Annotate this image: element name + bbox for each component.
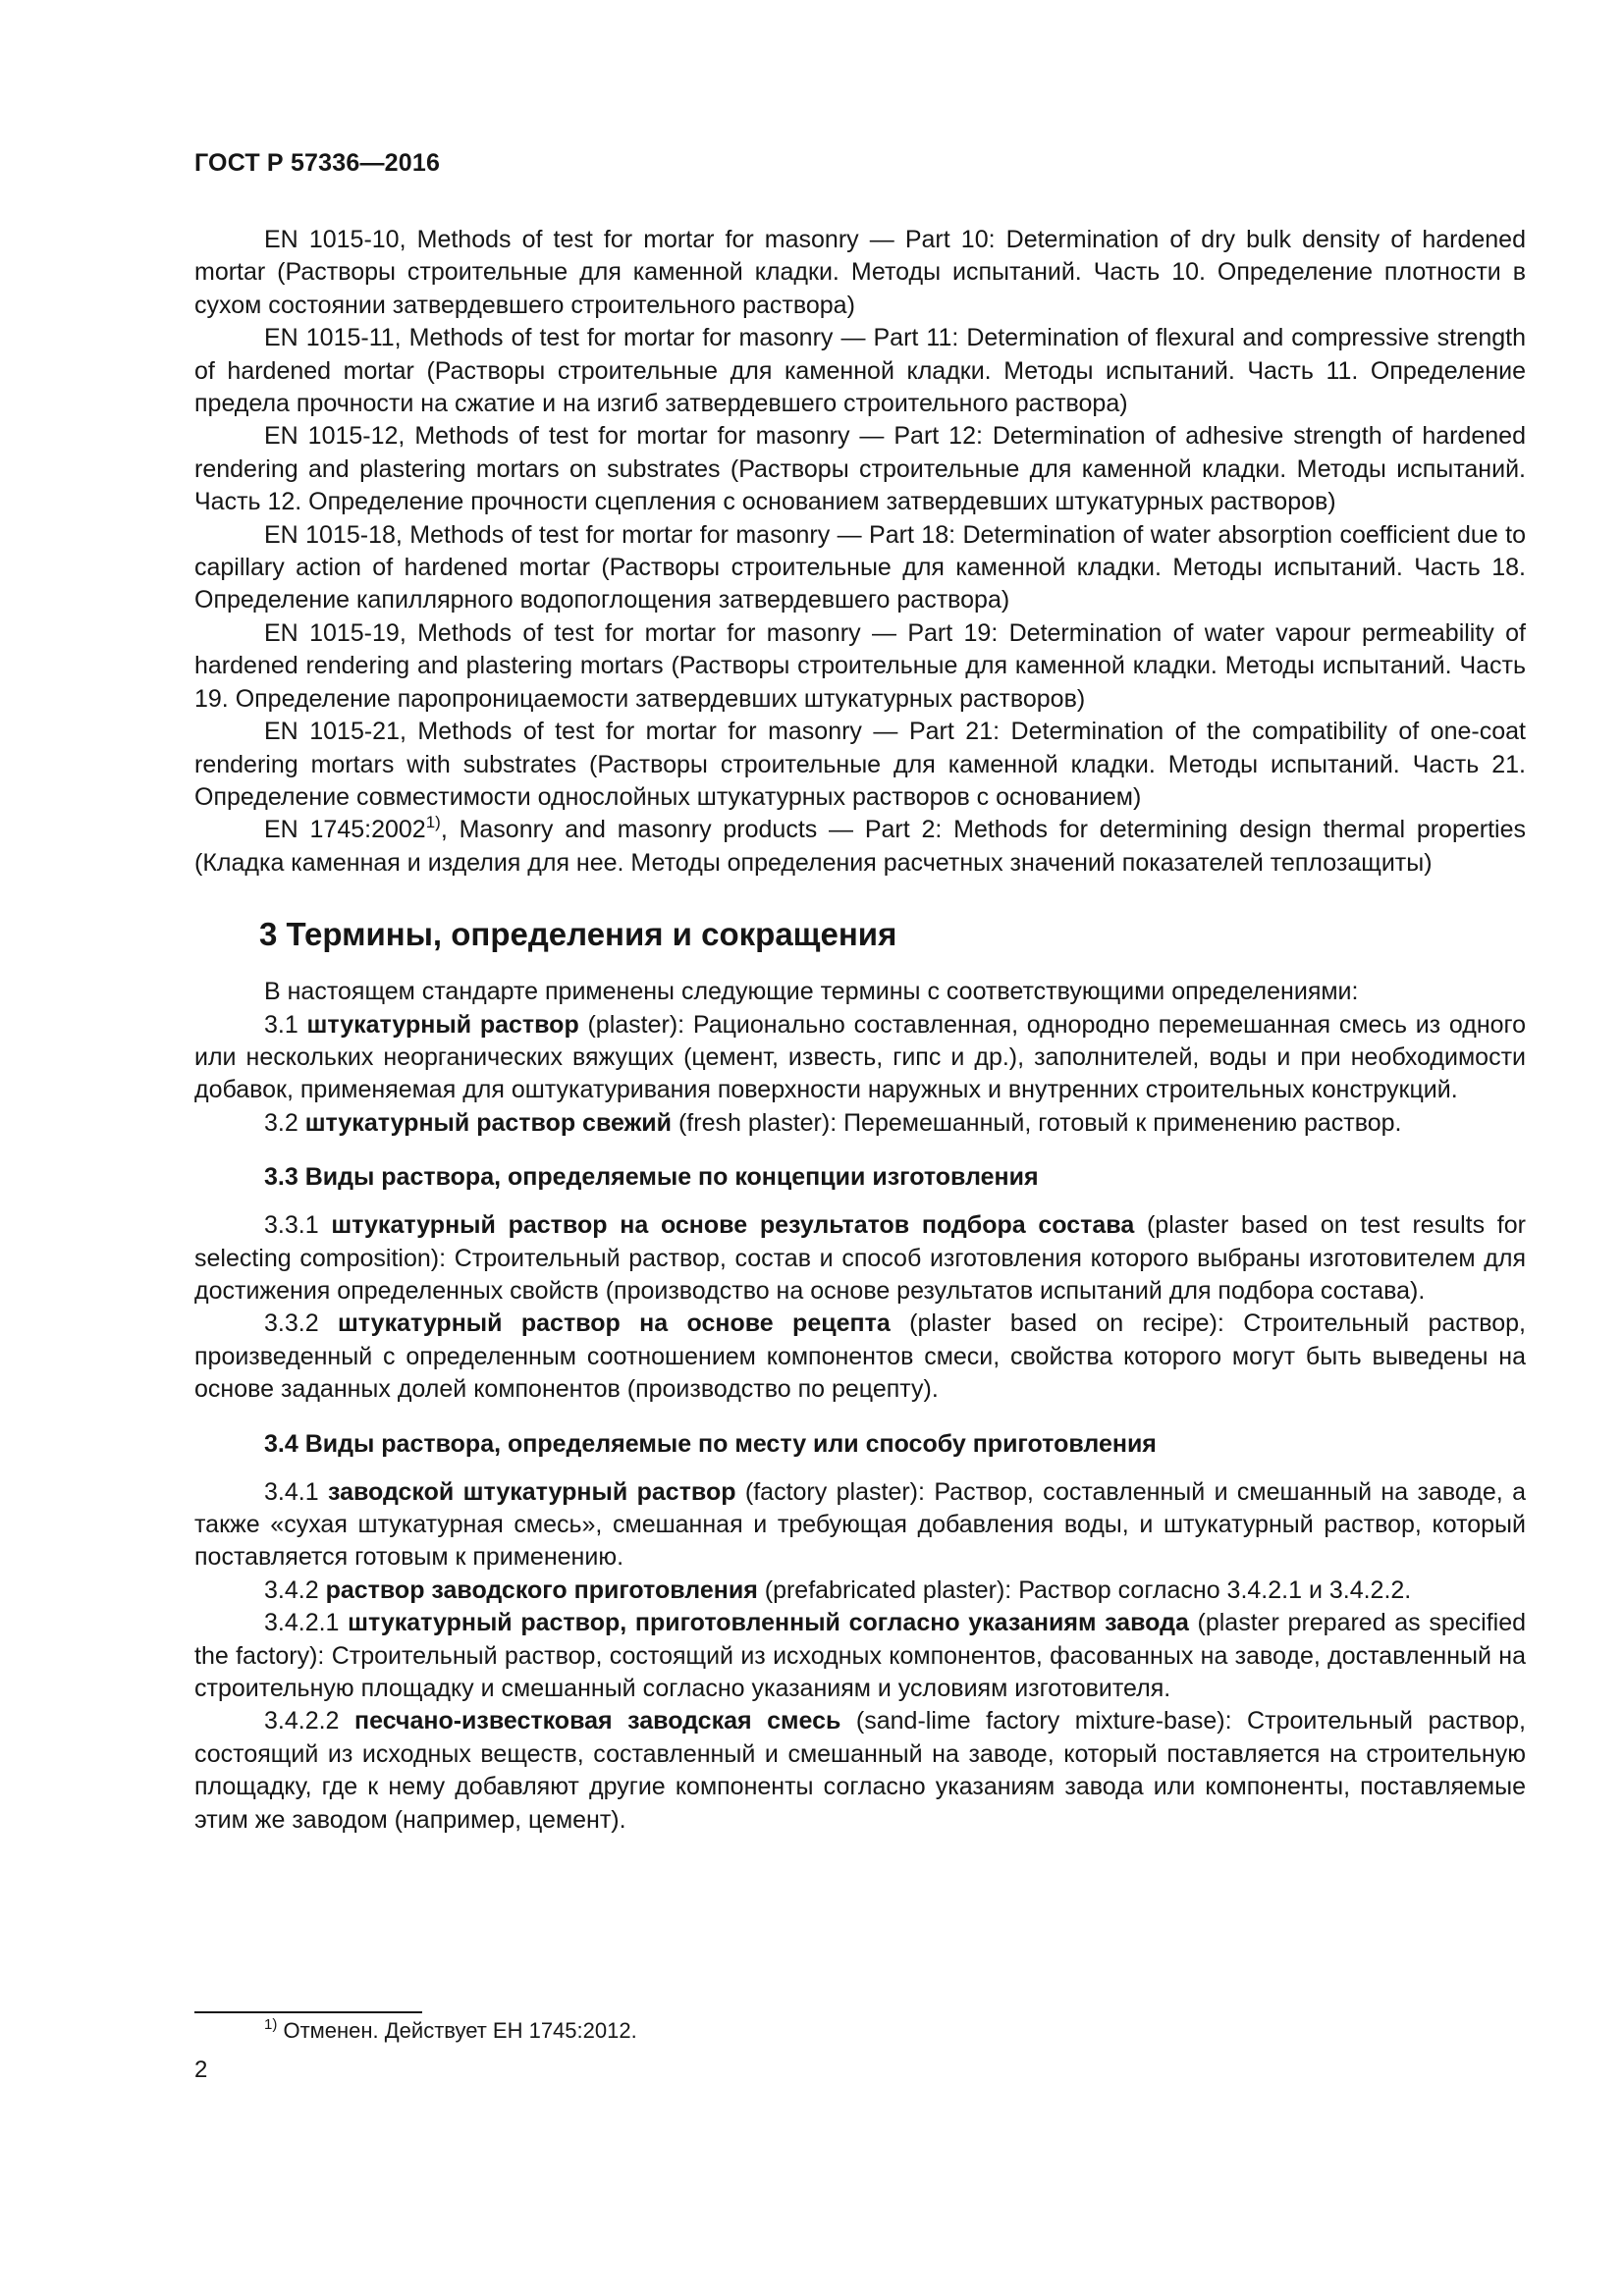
term-definition: (plaster prepared as specified the factory): Строительный раствор, состоящий из исходных компонентов, фасованных на заводе, доставленный на строительную площадку и смешанный согласно указаниям и условиям изготовителя. <box>194 1609 1527 1703</box>
term-number: 3.1 <box>264 1010 307 1039</box>
term-name: штукатурный раствор, приготовленный согласно указаниям завода <box>348 1609 1189 1637</box>
footnote <box>264 2016 637 2046</box>
reference-en-1015-11: EN 1015-11, Methods of test for mortar for masonry — Part 11: Determination of flexural and compressive strength of hardened mortar (Растворы строительные для каменной кладки. Методы испытаний. Часть 11. Определение предела прочности на сжатие и на изгиб затвердевшего строительного раствора) <box>194 324 1526 418</box>
term-3-2 <box>194 1107 1526 1140</box>
document-header: ГОСТ Р 57336—2016 <box>194 149 441 177</box>
term-name: раствор заводского приготовления <box>325 1575 758 1604</box>
subsection-3-3-title: 3.3 Виды раствора, определяемые по концепции изготовления <box>264 1163 1039 1192</box>
term-number: 3.3.2 <box>264 1309 338 1338</box>
reference-en-1015-12: EN 1015-12, Methods of test for mortar for masonry — Part 12: Determination of adhesive strength of hardened rendering and plastering mortars on substrates (Растворы строительные для каменной кладки. Методы испытаний. Часть 12. Определение прочности сцепления с основанием затвердевших штукатурных растворов) <box>194 422 1526 516</box>
term-definition: (fresh plaster): Перемешанный, готовый к применению раствор. <box>672 1108 1402 1137</box>
term-3-4-1 <box>194 1476 1526 1575</box>
section-3-intro: В настоящем стандарте применены следующие термины с соответствующими определениями: <box>264 978 1359 1006</box>
term-3-4-2-1 <box>194 1607 1526 1705</box>
term-name: песчано-известковая заводская смесь <box>354 1707 841 1735</box>
reference-en-1015-19: EN 1015-19, Methods of test for mortar for masonry — Part 19: Determination of water vapour permeability of hardened rendering and plastering mortars (Растворы строительные для каменной кладки. Методы испытаний. Часть 19. Определение паропроницаемости затвердевших штукатурных растворов) <box>194 618 1526 713</box>
section-3-title: 3 Термины, определения и сокращения <box>259 916 897 953</box>
term-definition: (sand-lime factory mixture-base): Строительный раствор, состоящий из исходных веществ, составленный и смешанный на заводе, который поставляется на строительную площадку, где к нему добавляют другие компоненты согласно указаниям завода или компоненты, поставляемые этим же заводом (например, цемент). <box>194 1707 1526 1834</box>
term-number: 3.4.2 <box>264 1575 326 1604</box>
term-definition: (plaster based on recipe): Строительный раствор, произведенный с определенным соотношением компонентов смеси, свойства которого могут быть выведены на основе заданных долей компонентов (производство по рецепту). <box>194 1309 1526 1404</box>
term-name: штукатурный раствор на основе рецепта <box>337 1309 891 1338</box>
term-number: 3.4.2.2 <box>264 1707 355 1735</box>
term-definition: (plaster): Рационально составленная, однородно перемешанная смесь из одного или нескольких неорганических вяжущих (цемент, известь, гипс и др.), заполнителей, воды и при необходимости добавок, применяемая для оштукатуривания поверхности наружных и внутренних строительных конструкций. <box>194 1010 1527 1104</box>
term-3-1 <box>194 1009 1526 1107</box>
term-name: штукатурный раствор свежий <box>304 1108 673 1137</box>
reference-en-1015-18: EN 1015-18, Methods of test for mortar for masonry — Part 18: Determination of water absorption coefficient due to capillary action of hardened mortar (Растворы строительные для каменной кладки. Методы испытаний. Часть 18. Определение капиллярного водопоглощения затвердевшего раствора) <box>194 520 1526 614</box>
reference-en-1015-21: EN 1015-21, Methods of test for mortar for masonry — Part 21: Determination of the compatibility of one-coat rendering mortars with substrates (Растворы строительные для каменной кладки. Методы испытаний. Часть 21. Определение совместимости однослойных штукатурных растворов с основанием) <box>194 718 1526 811</box>
term-number: 3.4.1 <box>264 1477 328 1506</box>
term-3-3-1 <box>194 1209 1526 1308</box>
term-3-4-2-2 <box>194 1705 1526 1837</box>
footnote-mark: 1) <box>264 2016 278 2033</box>
term-definition: (prefabricated plaster): Раствор согласно 3.4.2.1 и 3.4.2.2. <box>757 1575 1412 1604</box>
reference-text: , Masonry and masonry products — Part 2: Methods for determining design thermal properties (Кладка каменная и изделия для нее. Методы определения расчетных значений показателей теплозащиты) <box>194 816 1526 877</box>
footnote-text: Отменен. Действует ЕН 1745:2012. <box>277 2018 637 2043</box>
subsection-3-4-title: 3.4 Виды раствора, определяемые по месту или способу приготовления <box>264 1429 1157 1458</box>
term-3-4-2 <box>194 1575 1526 1607</box>
term-definition: (factory plaster): Раствор, составленный и смешанный на заводе, а также «сухая штукатурная смесь», смешанная и требующая добавления воды, и штукатурный раствор, который поставляется готовым к применению. <box>194 1477 1526 1572</box>
reference-en-1015-10: EN 1015-10, Methods of test for mortar for masonry — Part 10: Determination of dry bulk density of hardened mortar (Растворы строительные для каменной кладки. Методы испытаний. Часть 10. Определение плотности в сухом состоянии затвердевшего строительного раствора) <box>194 226 1526 319</box>
footnote-marker: 1) <box>425 813 441 832</box>
page-body <box>194 224 1526 1837</box>
term-number: 3.2 <box>264 1108 305 1137</box>
term-number: 3.4.2.1 <box>264 1609 349 1637</box>
term-number: 3.3.1 <box>264 1211 332 1240</box>
page-number: 2 <box>194 2056 208 2083</box>
reference-en-1745 <box>194 814 1526 880</box>
reference-code: EN 1745:2002 <box>264 816 426 844</box>
normative-references <box>194 224 1526 880</box>
term-name: заводской штукатурный раствор <box>328 1477 736 1506</box>
term-name: штукатурный раствор <box>306 1010 579 1039</box>
footnote-divider <box>194 2011 422 2013</box>
term-name: штукатурный раствор на основе результатов подбора состава <box>331 1211 1135 1240</box>
term-3-3-2 <box>194 1308 1526 1406</box>
term-definition: (plaster based on test results for selecting composition): Строительный раствор, состав и способ изготовления которого выбраны изготовителем для достижения определенных свойств (производство на основе результатов испытаний для подбора состава). <box>194 1211 1526 1305</box>
